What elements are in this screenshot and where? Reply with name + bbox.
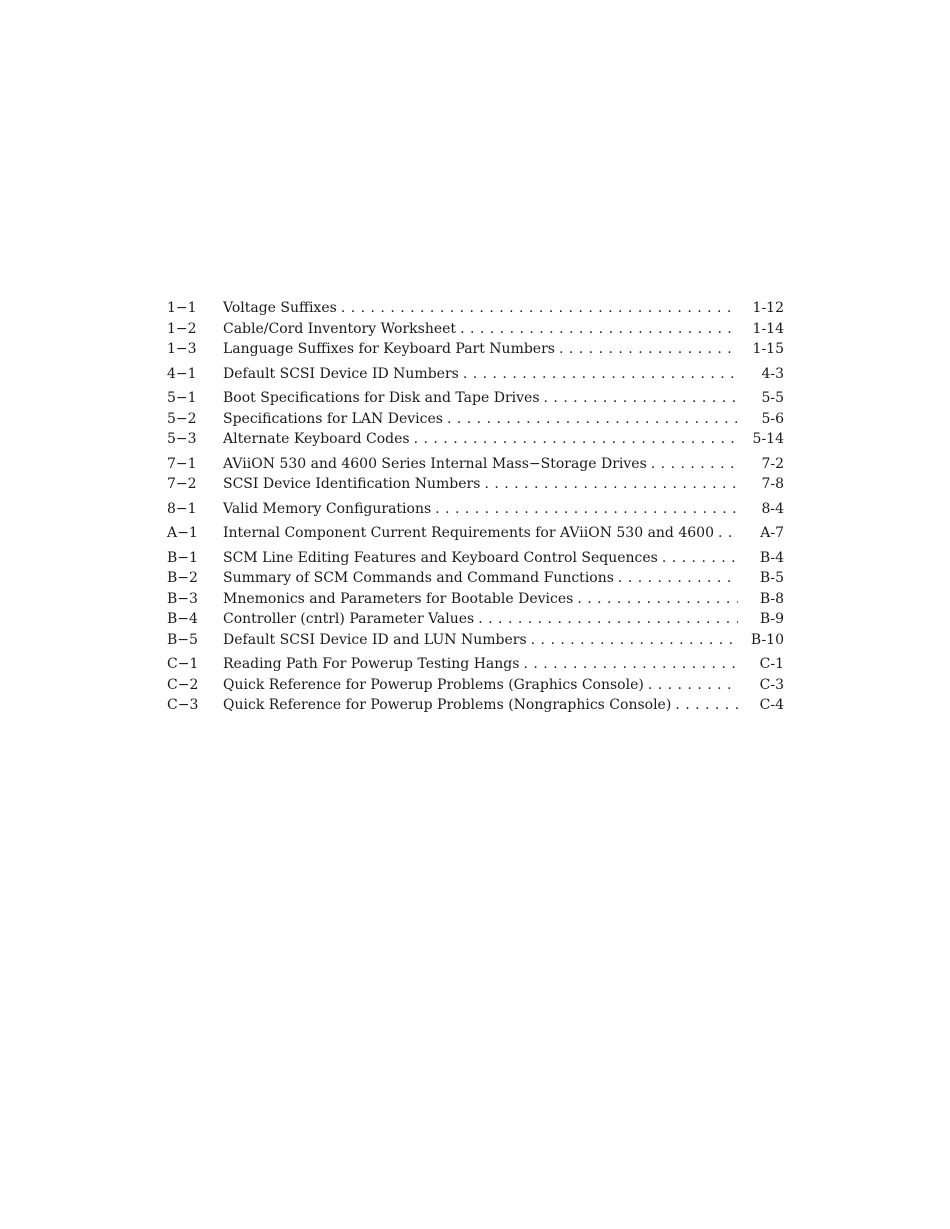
dot-leader	[718, 523, 738, 544]
table-number: C−1	[167, 656, 199, 672]
page-number: B-4	[759, 549, 784, 566]
table-number: 8−1	[167, 500, 197, 517]
toc-entry[interactable]	[167, 695, 784, 716]
toc-entry[interactable]	[167, 630, 784, 651]
table-number: C−3	[167, 697, 199, 713]
toc-entry[interactable]	[167, 454, 784, 475]
page-number: B-9	[759, 611, 784, 627]
toc-group-chapter-4	[167, 364, 784, 385]
toc-entry[interactable]	[167, 523, 784, 544]
page-number: A-7	[760, 525, 784, 541]
dot-leader	[531, 630, 738, 651]
toc-group-appendix-c	[167, 654, 784, 716]
table-number: A−1	[167, 525, 198, 541]
table-title: Default SCSI Device ID Numbers	[223, 365, 459, 382]
dot-leader	[651, 454, 738, 475]
table-title: Quick Reference for Powerup Problems (Nongraphics Console)	[223, 697, 672, 713]
table-number: B−2	[167, 570, 198, 586]
table-number: B−5	[167, 631, 198, 648]
toc-entry[interactable]	[167, 499, 784, 520]
dot-leader	[414, 429, 738, 450]
table-number: 7−2	[167, 476, 197, 492]
table-number: 7−1	[167, 455, 197, 472]
page-number: 5-6	[761, 410, 784, 427]
table-title: AViiON 530 and 4600 Series Internal Mass−Storage Drives	[223, 455, 647, 472]
table-title: Internal Component Current Requirements for AViiON 530 and 4600	[223, 525, 714, 541]
page-number: B-8	[759, 590, 784, 607]
dot-leader	[341, 298, 738, 319]
page-number: B-5	[759, 570, 784, 586]
toc-entry[interactable]	[167, 474, 784, 495]
page-number: 1-15	[752, 341, 784, 357]
toc-group-chapter-1	[167, 298, 784, 360]
dot-leader	[435, 499, 738, 520]
toc-entry[interactable]	[167, 364, 784, 385]
dot-leader	[559, 339, 738, 360]
toc-group-chapter-8	[167, 499, 784, 520]
toc-entry[interactable]	[167, 298, 784, 319]
list-of-tables	[167, 298, 784, 716]
table-number: B−3	[167, 590, 198, 607]
toc-entry[interactable]	[167, 319, 784, 340]
dot-leader	[577, 589, 738, 610]
table-title: Summary of SCM Commands and Command Functions	[223, 570, 614, 586]
table-title: Quick Reference for Powerup Problems (Graphics Console)	[223, 676, 644, 693]
toc-entry[interactable]	[167, 568, 784, 589]
page-number: 7-2	[761, 455, 784, 472]
dot-leader	[447, 409, 738, 430]
table-title: Alternate Keyboard Codes	[223, 431, 410, 447]
page-number: 1-14	[752, 320, 784, 337]
table-title: SCSI Device Identification Numbers	[223, 476, 481, 492]
table-number: 1−2	[167, 320, 197, 337]
table-number: 4−1	[167, 365, 197, 382]
page-number: B-10	[750, 631, 784, 648]
page-number: 5-14	[752, 431, 784, 447]
table-number: B−4	[167, 611, 198, 627]
page-number: C-4	[759, 697, 784, 713]
table-title: Default SCSI Device ID and LUN Numbers	[223, 631, 527, 648]
page-number: 1-12	[752, 300, 784, 316]
dot-leader	[463, 364, 738, 385]
table-title: Mnemonics and Parameters for Bootable Devices	[223, 590, 574, 607]
dot-leader	[648, 675, 738, 696]
dot-leader	[544, 388, 738, 409]
toc-group-appendix-a	[167, 523, 784, 544]
toc-entry[interactable]	[167, 654, 784, 675]
dot-leader	[618, 568, 738, 589]
dot-leader	[675, 695, 738, 716]
toc-entry[interactable]	[167, 388, 784, 409]
table-title: Cable/Cord Inventory Worksheet	[223, 320, 457, 337]
table-number: 5−1	[167, 390, 197, 406]
table-number: 5−2	[167, 410, 197, 427]
table-title: SCM Line Editing Features and Keyboard Control Sequences	[223, 549, 658, 566]
table-title: Boot Specifications for Disk and Tape Drives	[223, 390, 540, 406]
page-number: 4-3	[761, 365, 784, 382]
dot-leader	[478, 609, 738, 630]
table-title: Controller (cntrl) Parameter Values	[223, 611, 475, 627]
table-title: Voltage Suffixes	[223, 300, 337, 316]
toc-group-chapter-5	[167, 388, 784, 450]
toc-group-appendix-b	[167, 548, 784, 651]
table-number: 1−3	[167, 341, 197, 357]
table-title: Valid Memory Configurations	[223, 500, 432, 517]
page-number: 5-5	[761, 390, 784, 406]
dot-leader	[460, 319, 738, 340]
toc-entry[interactable]	[167, 548, 784, 569]
table-number: C−2	[167, 676, 199, 693]
page-number: 7-8	[761, 476, 784, 492]
toc-entry[interactable]	[167, 675, 784, 696]
dot-leader	[662, 548, 738, 569]
toc-entry[interactable]	[167, 339, 784, 360]
toc-entry[interactable]	[167, 589, 784, 610]
page-number: C-3	[759, 676, 784, 693]
toc-entry[interactable]	[167, 429, 784, 450]
table-number: B−1	[167, 549, 198, 566]
toc-entry[interactable]	[167, 609, 784, 630]
table-title: Reading Path For Powerup Testing Hangs	[223, 656, 520, 672]
table-number: 5−3	[167, 431, 197, 447]
page-number: C-1	[759, 656, 784, 672]
toc-entry[interactable]	[167, 409, 784, 430]
toc-group-chapter-7	[167, 454, 784, 495]
table-number: 1−1	[167, 300, 197, 316]
dot-leader	[523, 654, 738, 675]
table-title: Specifications for LAN Devices	[223, 410, 443, 427]
page-number: 8-4	[761, 500, 784, 517]
table-title: Language Suffixes for Keyboard Part Numbers	[223, 341, 555, 357]
dot-leader	[484, 474, 738, 495]
